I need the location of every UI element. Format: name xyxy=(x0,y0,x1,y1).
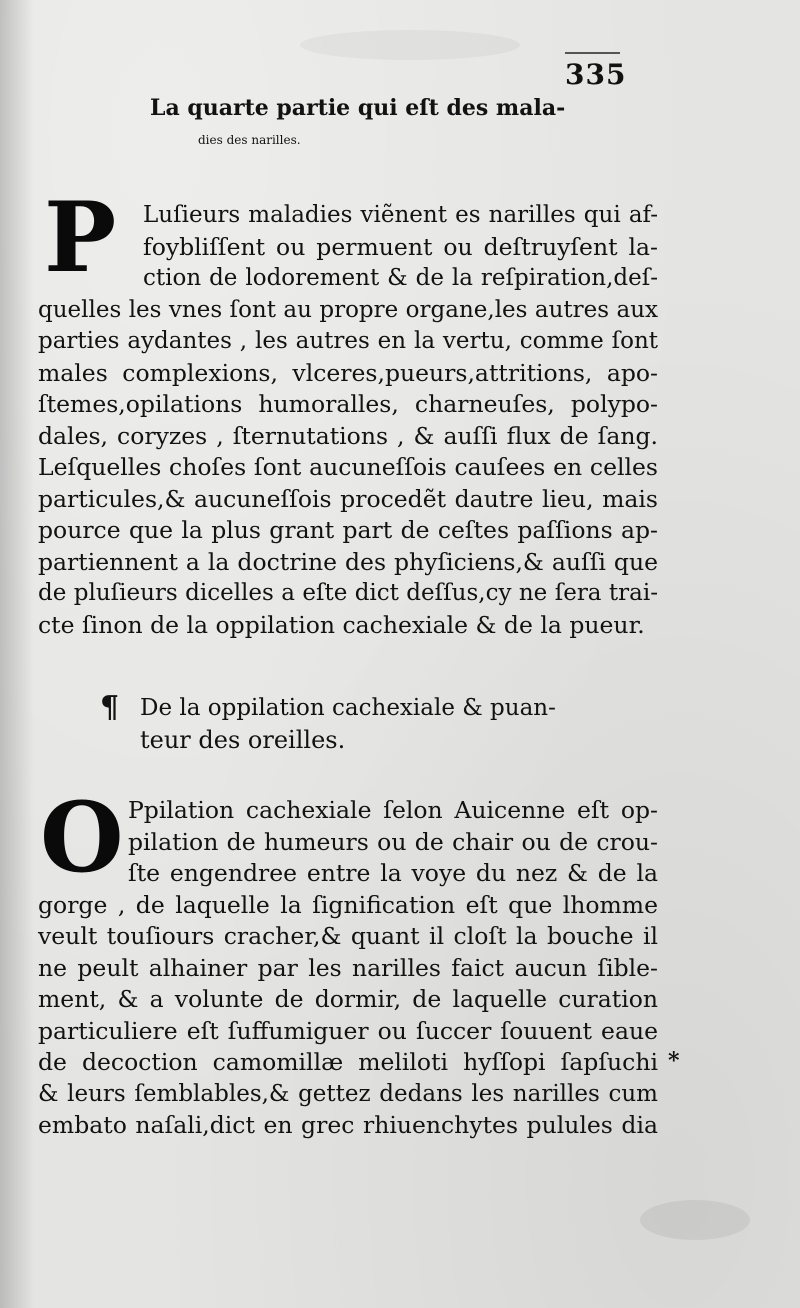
heading-line: La quarte partie qui eſt des mala- xyxy=(150,95,566,121)
section-body xyxy=(38,200,658,641)
text-line: males complexions, vlceres,pueurs,attritions, apo- xyxy=(38,358,658,387)
text-line: parties aydantes , les autres en la vertu, comme ſont xyxy=(38,328,658,354)
text-line: ſte engendree entre la voye du nez & de la xyxy=(128,859,658,887)
paper-stain xyxy=(300,30,520,60)
text-line: partiennent a la doctrine des phyſiciens,& auſſi que xyxy=(38,547,658,576)
text-line: particules,& aucuneſſois procedẽt dautre lieu, mais xyxy=(38,484,658,513)
pilcrow-icon: ¶ xyxy=(100,690,120,725)
section-heading xyxy=(140,692,560,756)
text-line: Luſieurs maladies viẽnent es narilles qui af- xyxy=(143,202,658,228)
text-line: de pluſieurs dicelles a eſte dict deſſus,cy ne ſera trai- xyxy=(38,580,658,606)
heading-line: teur des oreilles. xyxy=(140,726,346,754)
text-line: dales, coryzes , ſternutations , & auſſi flux de ſang. xyxy=(38,421,658,450)
page-number: 335 xyxy=(565,58,627,91)
text-line: embato naſali,dict en grec rhiuenchytes pulules dia xyxy=(38,1111,658,1139)
text-line: ment, & a volunte de dormir, de laquelle curation xyxy=(38,985,658,1013)
text-line: foybliſſent ou permuent ou deſtruyſent la- xyxy=(143,232,658,261)
text-line: quelles les vnes ſont au propre organe,les autres aux xyxy=(38,296,658,323)
drop-capital-o: O xyxy=(40,781,124,894)
paper-stain xyxy=(640,1200,750,1240)
text-line: pilation de humeurs ou de chair ou de crou- xyxy=(128,827,658,856)
page-number-rule xyxy=(565,52,620,54)
text-line: de decoction camomillæ meliloti hyſſopi ſapſuchi xyxy=(38,1048,658,1076)
text-line: ſtemes,opilations humoralles, charneuſes, polypo- xyxy=(38,390,658,418)
text-line: & leurs ſemblables,& gettez dedans les narilles cum xyxy=(38,1080,658,1107)
text-line: veult touſiours cracher,& quant il cloſt la bouche il xyxy=(38,922,658,950)
text-line: ction de lodorement & de la reſpiration,deſ- xyxy=(143,265,658,291)
text-line: gorge , de laquelle la ſignification eſt que lhomme xyxy=(38,890,658,919)
drop-capital-p: P xyxy=(44,181,117,294)
section-heading xyxy=(150,92,570,156)
text-line: pource que la plus grant part de ceſtes paſſions ap- xyxy=(38,516,658,544)
text-line: cte ſinon de la oppilation cachexiale & de la pueur. xyxy=(38,610,645,639)
text-line: Ppilation cachexiale ſelon Auicenne eſt op- xyxy=(128,796,658,824)
section-body xyxy=(38,795,658,1142)
heading-line: De la oppilation cachexiale & puan- xyxy=(140,695,556,721)
heading-line: dies des narilles. xyxy=(198,133,301,147)
text-line: particuliere eſt ſuffumiguer ou ſuccer ſouuent eaue xyxy=(38,1016,658,1045)
text-line: Leſquelles choſes ſont aucuneſſois cauſees en celles xyxy=(38,453,658,481)
text-line: ne peult alhainer par les narilles faict aucun ſible- xyxy=(38,953,658,982)
margin-asterisk-mark: * xyxy=(668,1048,680,1074)
page-edge-shadow xyxy=(0,0,34,1308)
